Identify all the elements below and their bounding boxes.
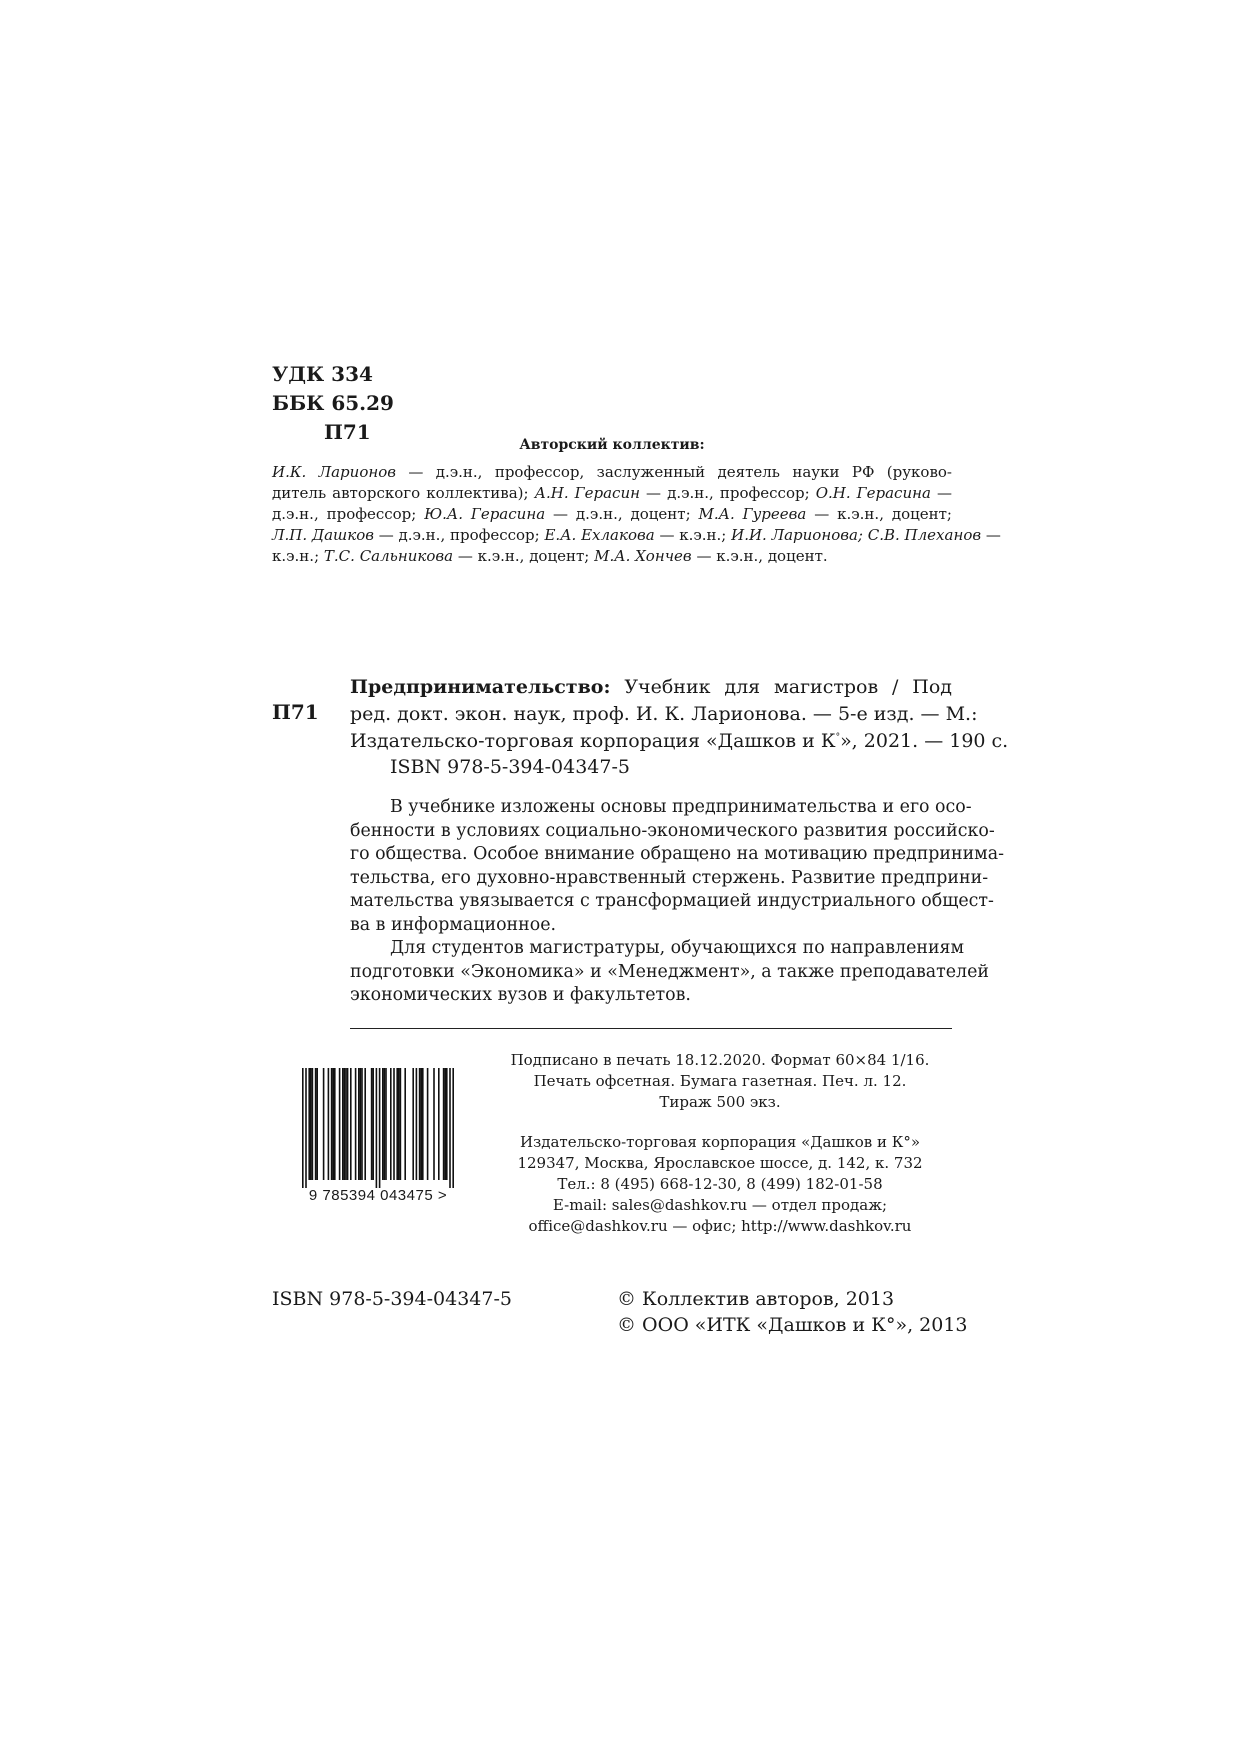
abstract-line: ва в информационное. (350, 914, 557, 935)
text-segment: — к.э.н., доцент; (806, 505, 952, 523)
text-segment: к.э.н.; (272, 547, 324, 565)
text-segment: дитель авторского коллектива); (272, 484, 535, 502)
text-segment: — д.э.н., доцент; (545, 505, 699, 523)
text-segment: — к.э.н., доцент. (691, 547, 828, 565)
text-segment: Учебник для магистров / Под (610, 676, 952, 698)
authors-list (272, 462, 1001, 567)
barcode-bar (358, 1068, 360, 1180)
barcode-bar (427, 1068, 429, 1180)
text-segment: д.э.н., профессор; (272, 505, 425, 523)
copyright-line: © ООО «ИТК «Дашков и К°», 2013 (617, 1314, 968, 1336)
text-segment: ° (835, 732, 841, 743)
text-segment: — (930, 484, 953, 502)
isbn-barcode (288, 1068, 468, 1204)
authors-line (272, 525, 1001, 546)
text-segment: Л.П. Дашков (272, 526, 374, 544)
publisher-info (500, 1132, 940, 1237)
bib-line (350, 701, 978, 728)
barcode-bar (449, 1068, 451, 1188)
text-segment: — к.э.н., доцент; (453, 547, 595, 565)
text-segment: М.А. Хончев (594, 547, 692, 565)
barcode-bar (376, 1068, 378, 1188)
barcode-bar (323, 1068, 325, 1180)
text-segment: М.А. Гуреева (698, 505, 807, 523)
text-segment: Е.А. Ехлакова (544, 526, 655, 544)
barcode-bar (339, 1068, 341, 1180)
side-author-mark: П71 (272, 700, 319, 724)
barcode-bar (361, 1068, 363, 1180)
barcode-bar (412, 1068, 414, 1180)
barcode-bar (310, 1068, 312, 1180)
authors-line (272, 483, 952, 504)
barcode-bar (312, 1068, 314, 1180)
barcode-bar (315, 1068, 317, 1180)
barcode-bar (360, 1068, 362, 1180)
bib-line (350, 674, 952, 701)
barcode-bar (384, 1068, 386, 1180)
barcode-bars (302, 1068, 454, 1188)
barcode-bar (393, 1068, 395, 1180)
copyright-line: © Коллектив авторов, 2013 (617, 1288, 895, 1310)
barcode-bar (355, 1068, 357, 1180)
text-segment: ред. докт. экон. наук, проф. И. К. Ларионова. — 5-е изд. — М.: (350, 703, 978, 725)
abstract-line: Для студентов магистратуры, обучающихся по направлениям (390, 938, 965, 958)
text-segment: — д.э.н., профессор; (639, 484, 816, 502)
publisher-line: Издательско-торговая корпорация «Дашков и К°» (519, 1133, 920, 1151)
barcode-bar (364, 1068, 366, 1180)
barcode-bar (345, 1068, 347, 1180)
barcode-bar (347, 1068, 349, 1180)
barcode-bar (344, 1068, 346, 1180)
barcode-bar (422, 1068, 424, 1180)
barcode-bar (416, 1068, 418, 1180)
barcode-bar (331, 1068, 333, 1180)
bib-line (350, 728, 1009, 755)
publisher-line: 129347, Москва, Ярославское шоссе, д. 142, к. 732 (517, 1154, 923, 1172)
barcode-bar (385, 1068, 387, 1180)
authors-line (272, 504, 952, 525)
barcode-bar (302, 1068, 304, 1188)
abstract (350, 796, 1004, 1008)
text-segment: — (981, 526, 1001, 544)
barcode-bar (350, 1068, 352, 1180)
barcode-bar (334, 1068, 336, 1180)
barcode-bar (379, 1068, 381, 1188)
author-mark: П71 (324, 420, 371, 444)
abstract-line: подготовки «Экономика» и «Менеджмент», а также преподавателей (350, 961, 989, 982)
text-segment: — д.э.н., профессор; (373, 526, 545, 544)
print-details-line: Печать офсетная. Бумага газетная. Печ. л. 12. (533, 1072, 907, 1090)
classification-codes (272, 360, 394, 447)
print-details-line: Тираж 500 экз. (659, 1093, 781, 1111)
text-segment: А.Н. Герасин (534, 484, 640, 502)
barcode-bar (404, 1068, 406, 1180)
publisher-line: office@dashkov.ru — офис; http://www.dashkov.ru (528, 1217, 912, 1235)
barcode-bar (420, 1068, 422, 1180)
barcode-bar (308, 1068, 310, 1180)
barcode-bar (443, 1068, 445, 1180)
abstract-line: тельства, его духовно-нравственный стержень. Развитие предприни- (350, 867, 989, 888)
barcode-bar (438, 1068, 440, 1180)
text-segment: Ю.А. Герасина (424, 505, 546, 523)
bbk-code: ББК 65.29 (272, 391, 394, 415)
authors-title: Авторский коллектив: (519, 437, 705, 453)
barcode-bar (400, 1068, 402, 1180)
copyright (617, 1286, 968, 1338)
authors-line (272, 462, 952, 483)
udk-code: УДК 334 (272, 362, 373, 386)
barcode-bar (305, 1068, 307, 1188)
print-details-line: Подписано в печать 18.12.2020. Формат 60×84 1/16. (510, 1051, 930, 1069)
barcode-bar (328, 1068, 330, 1180)
print-details (500, 1050, 940, 1113)
barcode-bar (371, 1068, 373, 1180)
text-segment: — д.э.н., профессор, заслуженный деятель науки РФ (руково- (396, 463, 952, 481)
barcode-bar (444, 1068, 446, 1180)
text-segment: Т.С. Сальникова (323, 547, 454, 565)
barcode-bar (398, 1068, 400, 1180)
barcode-bar (396, 1068, 398, 1180)
text-segment: — к.э.н.; (654, 526, 732, 544)
barcode-bar (390, 1068, 392, 1180)
isbn-main: ISBN 978-5-394-04347-5 (390, 756, 630, 778)
abstract-line: В учебнике изложены основы предпринимательства и его осо- (390, 797, 972, 817)
barcode-bar (372, 1068, 374, 1180)
text-segment: Предпринимательство: (350, 676, 611, 698)
barcode-bar (316, 1068, 318, 1180)
abstract-line: мательства увязывается с трансформацией индустриального общест- (350, 891, 994, 911)
barcode-bar (419, 1068, 421, 1180)
publisher-line: E-mail: sales@dashkov.ru — отдел продаж; (552, 1196, 888, 1214)
barcode-bar (332, 1068, 334, 1180)
bibliographic-record (350, 674, 1009, 755)
abstract-line: го общества. Особое внимание обращено на мотивацию предпринима- (350, 844, 1004, 864)
barcode-bar (452, 1068, 454, 1188)
barcode-bar (342, 1068, 344, 1180)
abstract-line: экономических вузов и факультетов. (350, 985, 691, 1005)
publisher-line: Тел.: 8 (495) 668-12-30, 8 (499) 182-01-58 (557, 1175, 883, 1193)
text-segment: И.К. Ларионов (272, 463, 396, 481)
text-segment: », 2021. — 190 с. (840, 730, 1009, 752)
barcode-bar (382, 1068, 384, 1180)
barcode-digits: 9 785394 043475 > (308, 1187, 448, 1204)
text-segment: И.И. Ларионова; С.В. Плеханов (731, 526, 982, 544)
divider (350, 1028, 952, 1029)
text-segment: О.Н. Герасина (815, 484, 931, 502)
barcode-bar (446, 1068, 448, 1180)
abstract-line: бенности в условиях социально-экономического развития российско- (350, 820, 995, 841)
text-segment: Издательско-торговая корпорация «Дашков и К (350, 730, 836, 752)
barcode-bar (433, 1068, 435, 1180)
isbn-bottom: ISBN 978-5-394-04347-5 (272, 1288, 512, 1310)
authors-line (272, 546, 952, 567)
